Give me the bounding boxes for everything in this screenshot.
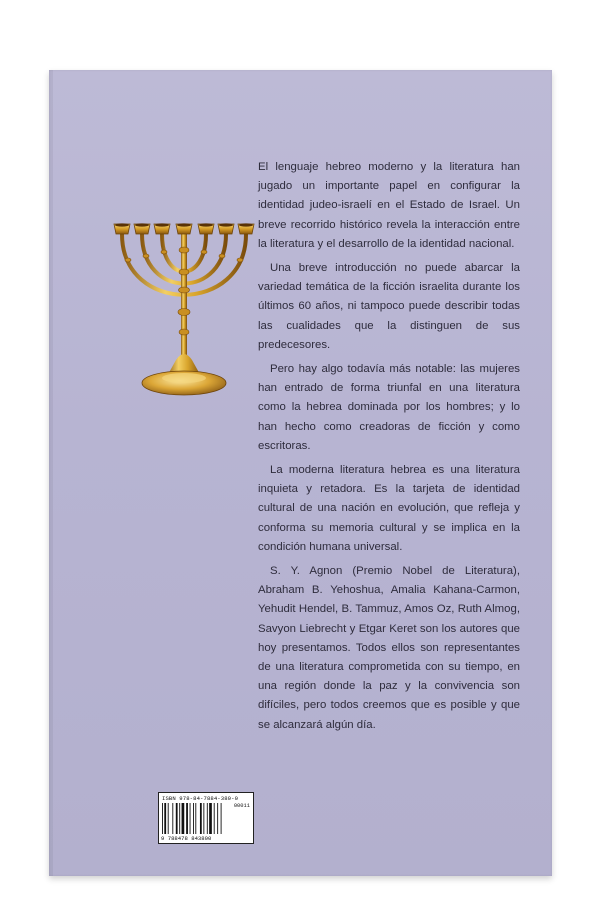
barcode-bar bbox=[200, 803, 202, 834]
synopsis-text bbox=[258, 158, 520, 740]
paragraph-4: La moderna literatura hebrea es una literatura inquieta y retadora. Es la tarjeta de identidad cultural de una nación en evolución, que refleja y conforma su memoria cultural y se implica en la condición humana universal. bbox=[258, 464, 520, 553]
barcode-bar bbox=[193, 803, 194, 834]
isbn-barcode bbox=[158, 792, 254, 844]
barcode-bar bbox=[221, 803, 222, 834]
paragraph-2: Una breve introducción no puede abarcar la variedad temática de la ficción israelita durante los últimos 60 años, ni tampoco puede describir todas las cualidades que la distinguen de sus predecesores. bbox=[258, 262, 520, 351]
barcode-bar bbox=[172, 803, 173, 834]
barcode-addon: 00011 bbox=[233, 803, 250, 809]
barcode-bar bbox=[217, 803, 218, 834]
paragraph-1: El lenguaje hebreo moderno y la literatura han jugado un importante papel en configurar la identidad judeo-israelí en el Estado de Israel. Un breve recorrido histórico revela la interacción entre la literatura y el desarrollo de la identidad nacional. bbox=[258, 161, 520, 250]
barcode-bar bbox=[182, 803, 185, 834]
barcode-bar bbox=[203, 803, 204, 834]
cover-edge bbox=[49, 70, 53, 876]
barcode-number: 9 788478 843800 bbox=[161, 835, 212, 842]
barcode-bar bbox=[195, 803, 196, 834]
isbn-number: ISBN 978-84-7884-380-0 bbox=[162, 795, 239, 802]
barcode-bar bbox=[207, 803, 208, 834]
barcode-bar bbox=[186, 803, 188, 834]
paragraph-5: S. Y. Agnon (Premio Nobel de Literatura), Abraham B. Yehoshua, Amalia Kahana-Carmon, Yehudit Hendel, B. Tammuz, Amos Oz, Ruth Almog, Savyon Liebrecht y Etgar Keret son los autores que hoy presentamos. Todos ellos son representantes de una literatura comprometida con su tiempo, en una región donde la paz y la convivencia son difíciles, pero todos creemos que es posible y que se alcanzará algún día. bbox=[258, 565, 520, 731]
menorah-illustration bbox=[104, 220, 264, 400]
barcode-bar bbox=[179, 803, 180, 834]
barcode-bar bbox=[164, 803, 166, 834]
barcode-bar bbox=[168, 803, 169, 834]
paragraph-3: Pero hay algo todavía más notable: las mujeres han entrado de forma triunfal en una literatura como la hebrea dominada por los hombres; y lo han hecho como creadoras de ficción y como escritoras. bbox=[258, 363, 520, 452]
barcode-bar bbox=[190, 803, 191, 834]
barcode-bar bbox=[209, 803, 212, 834]
barcode-bar bbox=[176, 803, 178, 834]
barcode-bar bbox=[214, 803, 215, 834]
barcode-bar bbox=[162, 803, 163, 834]
